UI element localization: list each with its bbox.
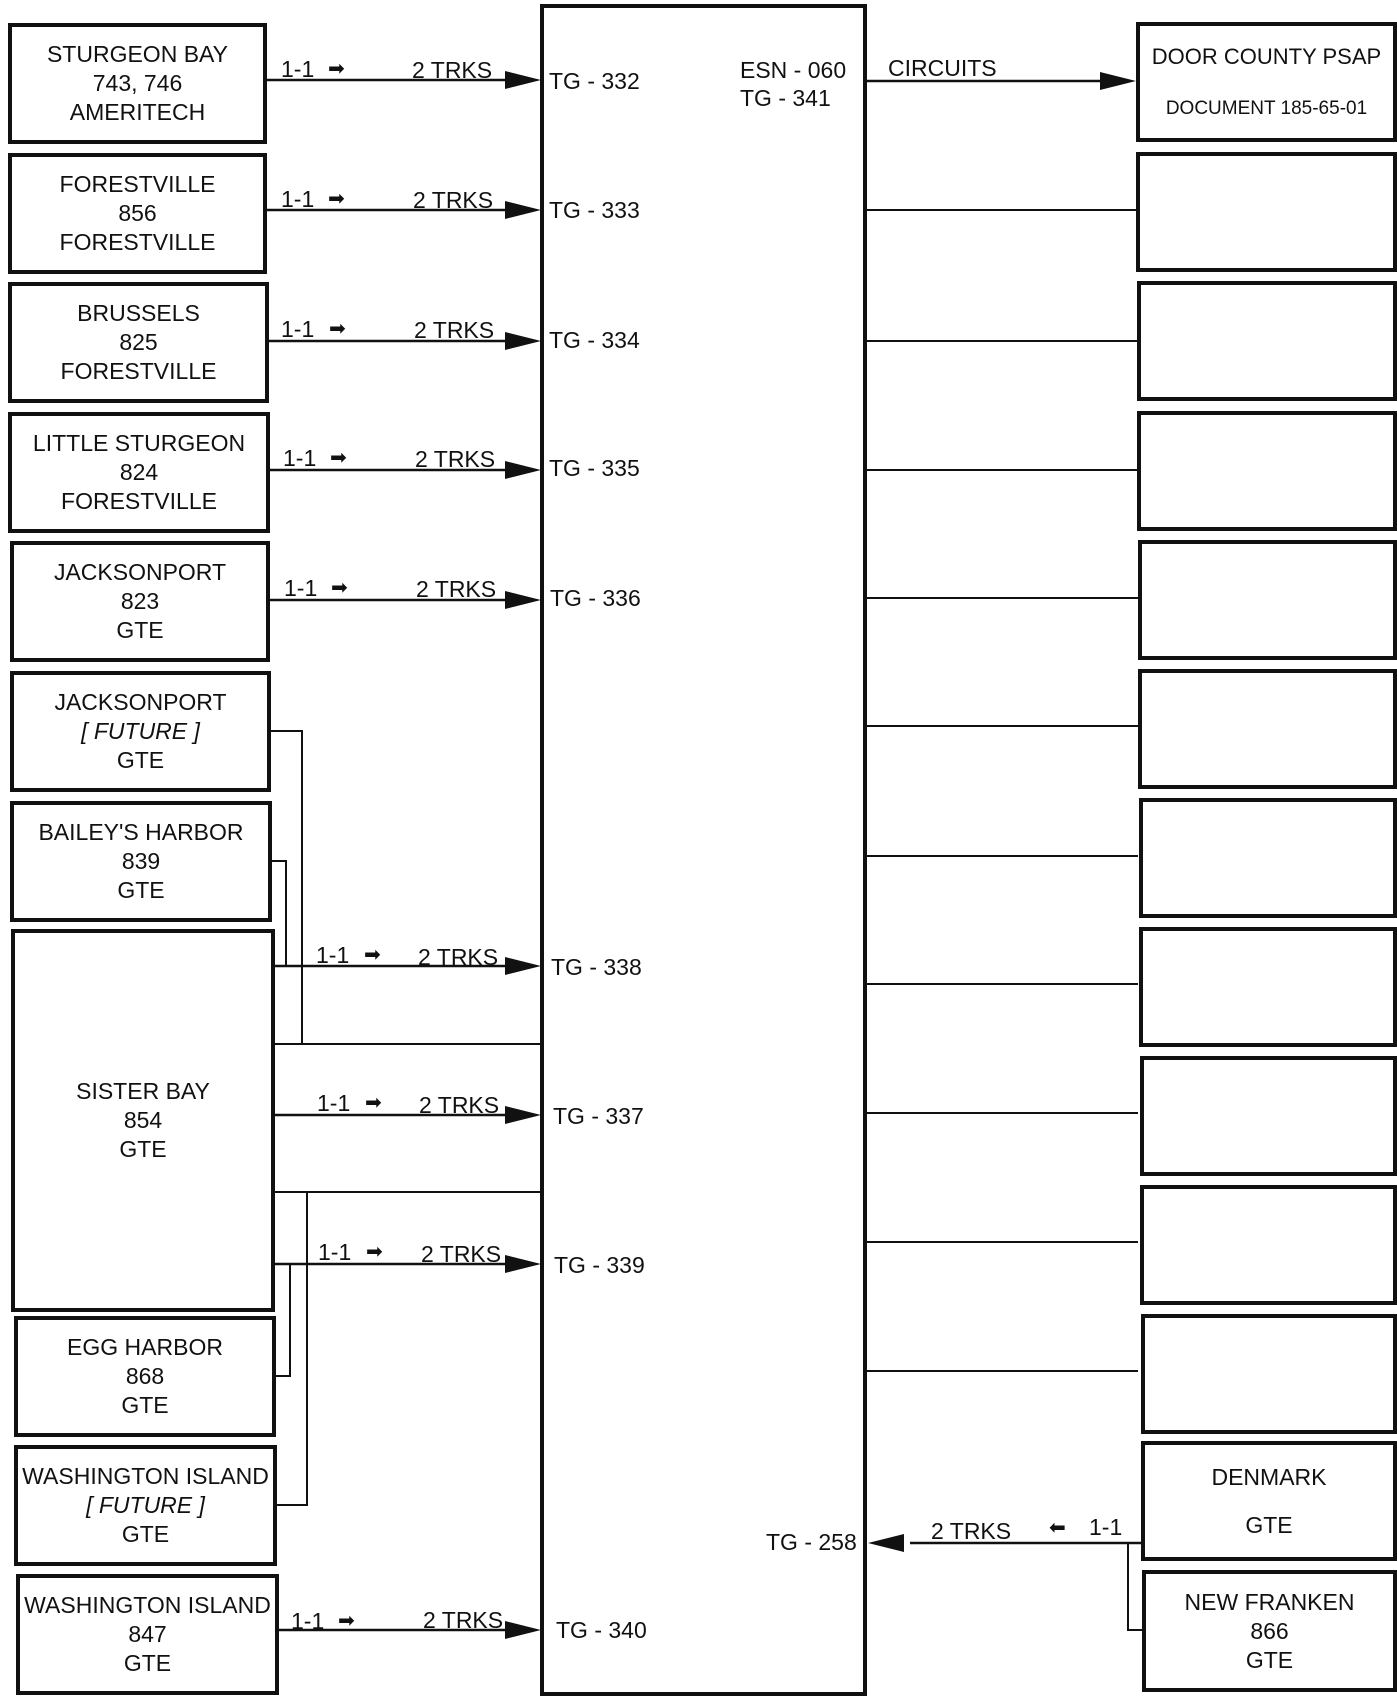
office-prefix: 743, 746 (92, 70, 183, 96)
office-prefix: 866 (1250, 1617, 1289, 1644)
office-name: SISTER BAY (76, 1078, 210, 1104)
office-little-sturgeon (8, 412, 270, 533)
trunk-group-label: TG - 339 (554, 1252, 645, 1278)
psap-position-box (1137, 411, 1397, 531)
trunk-count-label: 2 TRKS (418, 944, 499, 970)
office-name: EGG HARBOR (67, 1334, 223, 1360)
trunk-count-label: 2 TRKS (413, 187, 494, 213)
right-arrow-icon: ➡ (329, 318, 346, 340)
arrowhead (1100, 72, 1136, 90)
arrowhead (505, 201, 541, 219)
psap-name: DOOR COUNTY PSAP (1151, 43, 1382, 69)
right-arrow-icon: ➡ (331, 577, 348, 599)
link-ratio-label: 1-1 (317, 1090, 351, 1116)
office-prefix: 825 (119, 329, 158, 355)
door-county-psap-box (1136, 22, 1397, 142)
office-future-tag: [ FUTURE ] (86, 1492, 205, 1518)
office-carrier: AMERITECH (69, 99, 206, 125)
psap-position-box (1139, 798, 1397, 918)
office-carrier: GTE (116, 617, 164, 643)
office-carrier: FORESTVILLE (59, 229, 216, 255)
office-carrier: FORESTVILLE (61, 488, 217, 514)
trunk-count-label: 2 TRKS (416, 576, 497, 602)
egg-harbor-feeder (276, 1264, 290, 1376)
link-ratio-label: 1-1 (281, 316, 315, 342)
arrowhead (505, 591, 541, 609)
office-future-tag: [ FUTURE ] (81, 718, 200, 744)
office-egg-harbor (14, 1316, 276, 1437)
office-sturgeon-bay (8, 23, 267, 144)
trunk-group-label: TG - 337 (553, 1103, 644, 1129)
psap-position-box (1136, 152, 1397, 272)
office-washington-island-future (14, 1445, 277, 1566)
office-prefix: 854 (123, 1107, 163, 1133)
psap-position-box (1141, 1314, 1397, 1434)
link-ratio-label: 1-1 (291, 1608, 325, 1634)
tg-258-label: TG - 258 (766, 1529, 857, 1555)
arrowhead (505, 1621, 541, 1639)
circuits-label: CIRCUITS (888, 55, 997, 81)
trunk-group-label: TG - 334 (549, 327, 640, 353)
office-prefix: 824 (119, 459, 159, 485)
right-arrow-icon: ➡ (328, 188, 345, 210)
link-ratio-label: 1-1 (283, 445, 317, 471)
trunk-group-label: TG - 333 (549, 197, 640, 223)
washington-island-future-feeder (277, 1192, 307, 1505)
office-name: NEW FRANKEN (1184, 1588, 1355, 1615)
link-ratio-label: 1-1 (284, 575, 318, 601)
trunk-count-label: 2 TRKS (415, 446, 496, 472)
trunk-group-label: TG - 332 (549, 68, 640, 94)
office-name: STURGEON BAY (46, 41, 229, 67)
tandem-switch-box (540, 4, 867, 1696)
link-ratio-label: 1-1 (281, 56, 315, 82)
office-carrier: FORESTVILLE (60, 358, 217, 384)
psap-position-box (1138, 669, 1397, 789)
trunk-count-label: 2 TRKS (423, 1607, 504, 1633)
office-name: FORESTVILLE (59, 171, 216, 197)
trunk-count-label: 2 TRKS (421, 1241, 502, 1267)
trunk-count-label: 2 TRKS (412, 57, 493, 83)
trunk-group-label: TG - 335 (549, 455, 640, 481)
psap-position-box (1140, 1056, 1397, 1176)
office-carrier: GTE (121, 1392, 169, 1418)
office-forestville (8, 153, 267, 274)
esn-label: ESN - 060 (740, 57, 847, 83)
right-arrow-icon: ➡ (328, 58, 345, 80)
link-ratio-label: 1-1 (316, 942, 350, 968)
office-carrier: GTE (119, 1136, 167, 1162)
office-sister-bay (11, 929, 275, 1312)
trunk-group-label: TG - 338 (551, 954, 642, 980)
arrowhead (505, 1255, 541, 1273)
tg-341-label: TG - 341 (740, 85, 831, 111)
right-arrow-icon: ➡ (366, 1241, 383, 1263)
office-prefix: 847 (128, 1621, 167, 1647)
trunk-count-label: 2 TRKS (414, 317, 495, 343)
office-name: WASHINGTON ISLAND (22, 1463, 269, 1489)
office-new-franken (1142, 1570, 1397, 1692)
office-prefix: 839 (121, 848, 161, 874)
office-name: DENMARK (1211, 1463, 1327, 1490)
office-carrier: GTE (1245, 1646, 1294, 1673)
office-name: BRUSSELS (77, 300, 200, 326)
psap-position-box (1137, 281, 1397, 401)
office-carrier: GTE (117, 877, 165, 903)
new-franken-feeder (1128, 1543, 1142, 1630)
office-denmark (1141, 1441, 1397, 1561)
arrowhead (505, 1106, 541, 1124)
arrowhead (505, 71, 541, 89)
link-ratio-label: 1-1 (1089, 1514, 1123, 1540)
link-ratio-label: 1-1 (281, 186, 315, 212)
office-name: BAILEY'S HARBOR (38, 819, 244, 845)
office-washington-island (16, 1574, 279, 1695)
right-arrow-icon: ➡ (365, 1092, 382, 1114)
arrowhead (505, 332, 541, 350)
right-arrow-icon: ➡ (338, 1610, 355, 1632)
office-prefix: 856 (118, 200, 157, 226)
psap-position-box (1139, 927, 1397, 1047)
office-name: LITTLE STURGEON (32, 430, 246, 456)
psap-position-box (1138, 540, 1397, 660)
office-jacksonport (10, 541, 270, 662)
office-prefix: 823 (120, 588, 160, 614)
trunk-count-label: 2 TRKS (419, 1092, 500, 1118)
office-name: JACKSONPORT (53, 559, 227, 585)
psap-document: DOCUMENT 185-65-01 (1165, 97, 1368, 119)
arrowhead (505, 957, 541, 975)
link-ratio-label: 1-1 (318, 1239, 352, 1265)
office-carrier: GTE (121, 1521, 170, 1547)
arrowhead (505, 461, 541, 479)
office-name: JACKSONPORT (54, 689, 227, 715)
arrowhead (868, 1534, 904, 1552)
psap-position-box (1140, 1185, 1397, 1305)
trunk-count-label: 2 TRKS (931, 1518, 1012, 1544)
office-jacksonport-future (10, 671, 271, 792)
office-carrier: GTE (1245, 1511, 1293, 1538)
office-baileys-harbor (10, 801, 272, 922)
office-prefix: 868 (125, 1363, 165, 1389)
right-arrow-icon: ➡ (364, 944, 381, 966)
office-carrier: GTE (116, 747, 165, 773)
office-carrier: GTE (123, 1650, 172, 1676)
right-arrow-icon: ➡ (330, 447, 347, 469)
left-arrow-icon: ⬅ (1049, 1517, 1066, 1539)
trunk-group-label: TG - 340 (556, 1617, 647, 1643)
office-name: WASHINGTON ISLAND (24, 1592, 271, 1618)
office-brussels (8, 282, 269, 403)
trunk-group-label: TG - 336 (550, 585, 641, 611)
